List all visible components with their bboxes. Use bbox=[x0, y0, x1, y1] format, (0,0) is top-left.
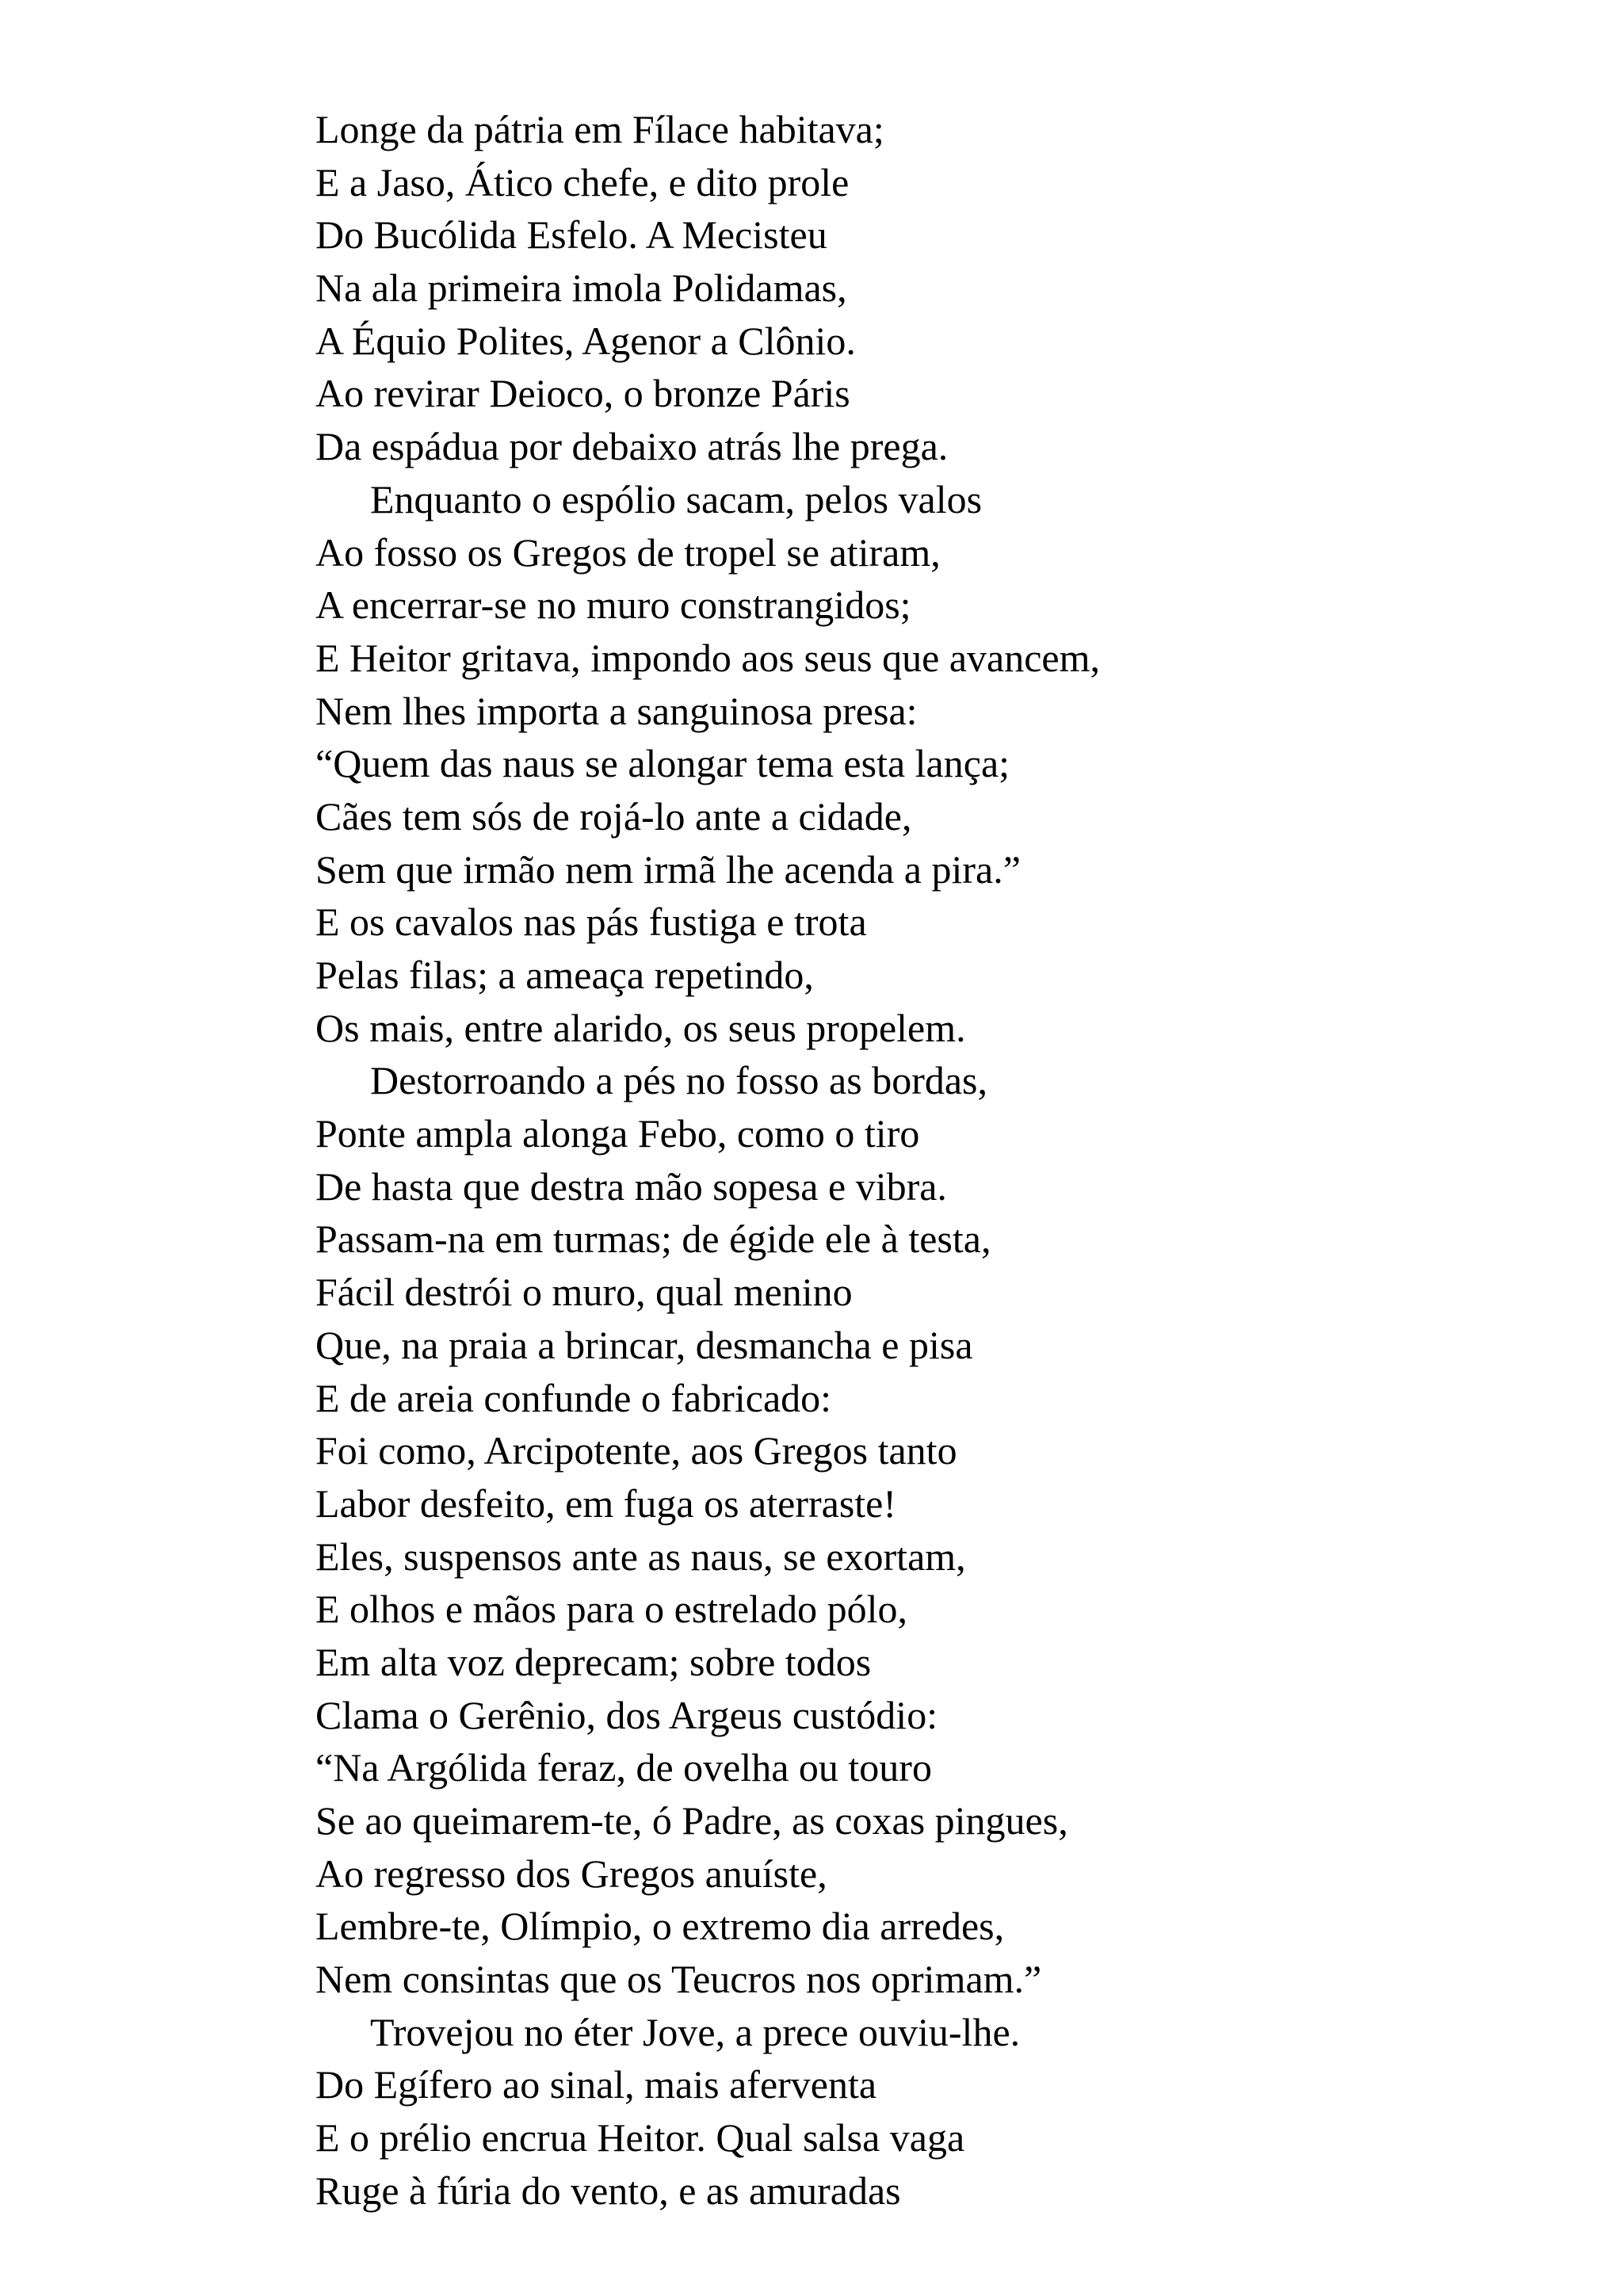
poem-line: Clama o Gerênio, dos Argeus custódio: bbox=[315, 1692, 938, 1737]
poem-line: Sem que irmão nem irmã lhe acenda a pira.” bbox=[315, 846, 1021, 892]
poem-line: E o prélio encrua Heitor. Qual salsa vaga bbox=[315, 2115, 965, 2160]
poem-line: A encerrar-se no muro constrangidos; bbox=[315, 583, 911, 628]
poem-line: E de areia confunde o fabricado: bbox=[315, 1375, 832, 1420]
poem-line: Ao regresso dos Gregos anuíste, bbox=[315, 1851, 827, 1896]
poem-line: Passam-na em turmas; de égide ele à testa, bbox=[315, 1217, 991, 1262]
poem-line-stanza-start: Destorroando a pés no fosso as bordas, bbox=[370, 1058, 988, 1103]
poem-line: Ponte ampla alonga Febo, como o tiro bbox=[315, 1111, 920, 1156]
poem-line-stanza-start: Enquanto o espólio sacam, pelos valos bbox=[370, 476, 983, 521]
poem-line: Do Bucólida Esfelo. A Mecisteu bbox=[315, 212, 827, 258]
poem-line: Ao fosso os Gregos de tropel se atiram, bbox=[315, 529, 941, 575]
poem-line: A Équio Polites, Agenor a Clônio. bbox=[315, 318, 856, 363]
poem-line: Nem lhes importa a sanguinosa presa: bbox=[315, 688, 918, 733]
poem-line: Lembre-te, Olímpio, o extremo dia arredes, bbox=[315, 1904, 1005, 1949]
poem-line: Se ao queimarem-te, ó Padre, as coxas pingues, bbox=[315, 1798, 1068, 1843]
poem-line: Ao revirar Deioco, o bronze Páris bbox=[315, 371, 850, 416]
poem-line: E a Jaso, Ático chefe, e dito prole bbox=[315, 159, 850, 204]
poem-line-stanza-start: Trovejou no éter Jove, a prece ouviu-lhe. bbox=[370, 2009, 1021, 2054]
poem-text-block bbox=[315, 103, 1100, 2218]
poem-line: Cães tem sós de rojá-lo ante a cidade, bbox=[315, 793, 912, 839]
poem-line: E Heitor gritava, impondo aos seus que avancem, bbox=[315, 635, 1100, 680]
poem-line: Em alta voz deprecam; sobre todos bbox=[315, 1639, 872, 1684]
poem-line: E os cavalos nas pás fustiga e trota bbox=[315, 900, 867, 945]
poem-line: Longe da pátria em Fílace habitava; bbox=[315, 107, 884, 151]
poem-line: Pelas filas; a ameaça repetindo, bbox=[315, 953, 814, 997]
poem-line: Do Egífero ao sinal, mais aferventa bbox=[315, 2062, 877, 2107]
poem-line: Nem consintas que os Teucros nos oprimam.” bbox=[315, 1957, 1042, 2002]
poem-line: “Quem das naus se alongar tema esta lança; bbox=[315, 741, 1010, 786]
poem-line: Foi como, Arcipotente, aos Gregos tanto bbox=[315, 1428, 957, 1473]
poem-line: Na ala primeira imola Polidamas, bbox=[315, 266, 847, 311]
poem-line: Que, na praia a brincar, desmancha e pisa bbox=[315, 1322, 973, 1367]
poem-line: Eles, suspensos ante as naus, se exortam, bbox=[315, 1534, 966, 1579]
poem-line: Os mais, entre alarido, os seus propelem. bbox=[315, 1005, 966, 1050]
poem-line: Ruge à fúria do vento, e as amuradas bbox=[315, 2168, 901, 2213]
poem-line: De hasta que destra mão sopesa e vibra. bbox=[315, 1163, 947, 1209]
poem-line: Da espádua por debaixo atrás lhe prega. bbox=[315, 424, 949, 469]
poem-line: “Na Argólida feraz, de ovelha ou touro bbox=[315, 1745, 932, 1790]
poem-line: Labor desfeito, em fuga os aterraste! bbox=[315, 1480, 897, 1526]
poem-line: Fácil destrói o muro, qual menino bbox=[315, 1270, 853, 1315]
poem-line: E olhos e mãos para o estrelado pólo, bbox=[315, 1587, 908, 1632]
